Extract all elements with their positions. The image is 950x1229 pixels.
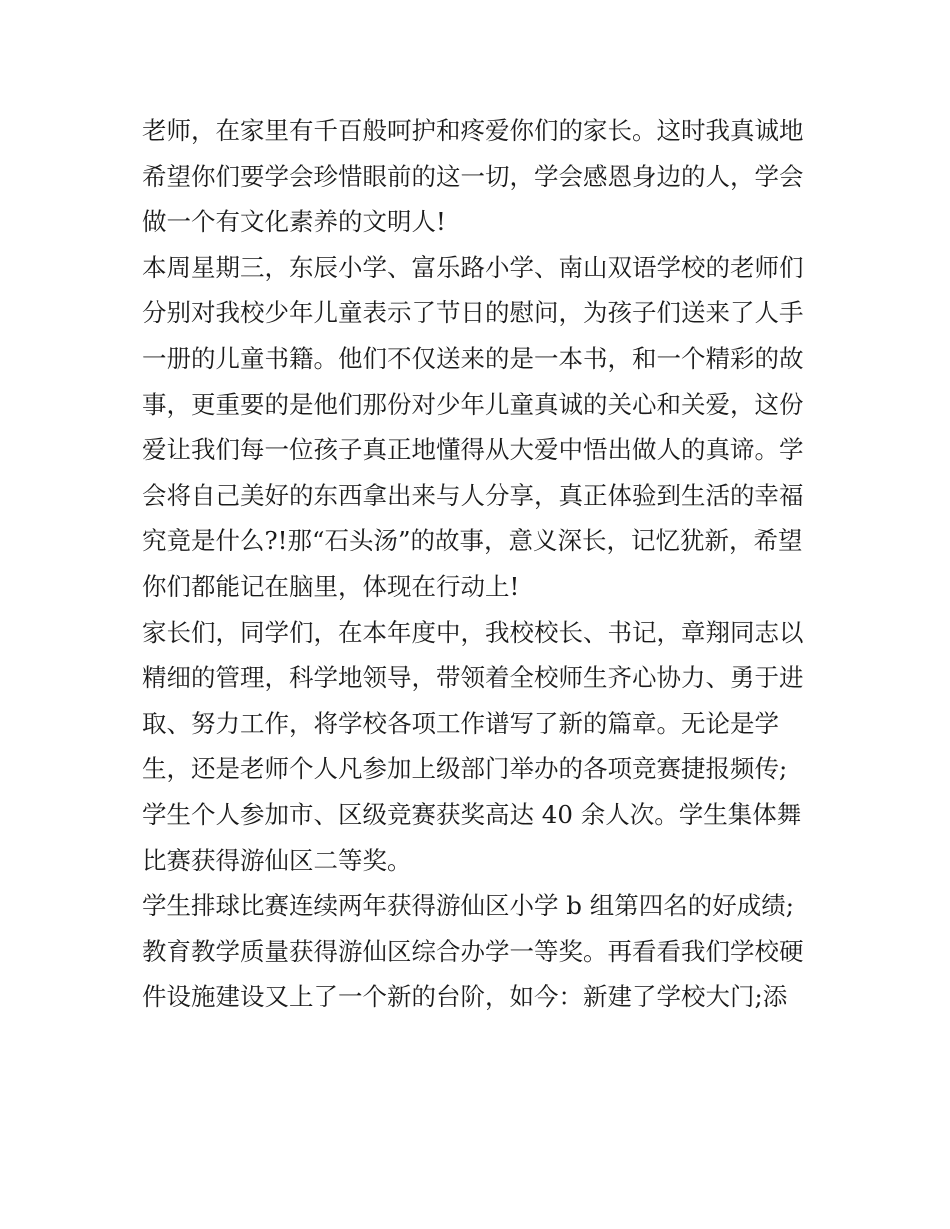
text-line: 学生排球比赛连续两年获得游仙区小学 b 组第四名的好成绩; xyxy=(142,891,795,921)
text-line: 一册的儿童书籍。他们不仅送来的是一本书，和一个精彩的故 xyxy=(142,343,804,373)
body-text xyxy=(142,108,842,1020)
text-line: 取、努力工作，将学校各项工作谱写了新的篇章。无论是学 xyxy=(142,708,779,738)
text-line: 老师，在家里有千百般呵护和疼爱你们的家长。这时我真诚地 xyxy=(142,116,804,145)
text-line: 教育教学质量获得游仙区综合办学一等奖。再看看我们学校硬 xyxy=(142,936,804,966)
text-line: 件设施建设又上了一个新的台阶，如今：新建了学校大门;添 xyxy=(142,982,788,1012)
text-line: 做一个有文化素养的文明人! xyxy=(142,207,446,237)
text-line: 事，更重要的是他们那份对少年儿童真诚的关心和关爱，这份 xyxy=(142,389,804,419)
text-line: 生，还是老师个人凡参加上级部门举办的各项竞赛捷报频传; xyxy=(142,754,788,784)
text-line: 爱让我们每一位孩子真正地懂得从大爱中悟出做人的真谛。学 xyxy=(142,435,804,465)
text-line: 会将自己美好的东西拿出来与人分享，真正体验到生活的幸福 xyxy=(142,480,804,510)
text-line: 比赛获得游仙区二等奖。 xyxy=(142,845,412,875)
text-line: 分别对我校少年儿童表示了节日的慰问，为孩子们送来了人手 xyxy=(142,298,804,328)
text-line: 家长们，同学们，在本年度中，我校校长、书记，章翔同志以 xyxy=(142,617,804,647)
text-line: 究竟是什么?!那“石头汤”的故事，意义深长，记忆犹新，希望 xyxy=(142,526,803,556)
text-line: 本周星期三，东辰小学、富乐路小学、南山双语学校的老师们 xyxy=(142,252,804,282)
text-line: 学生个人参加市、区级竞赛获奖高达 40 余人次。学生集体舞 xyxy=(142,799,802,829)
text-line: 你们都能记在脑里，体现在行动上! xyxy=(142,571,520,601)
text-line: 希望你们要学会珍惜眼前的这一切，学会感恩身边的人，学会 xyxy=(142,161,804,191)
text-line: 精细的管理，科学地领导，带领着全校师生齐心协力、勇于进 xyxy=(142,663,804,693)
